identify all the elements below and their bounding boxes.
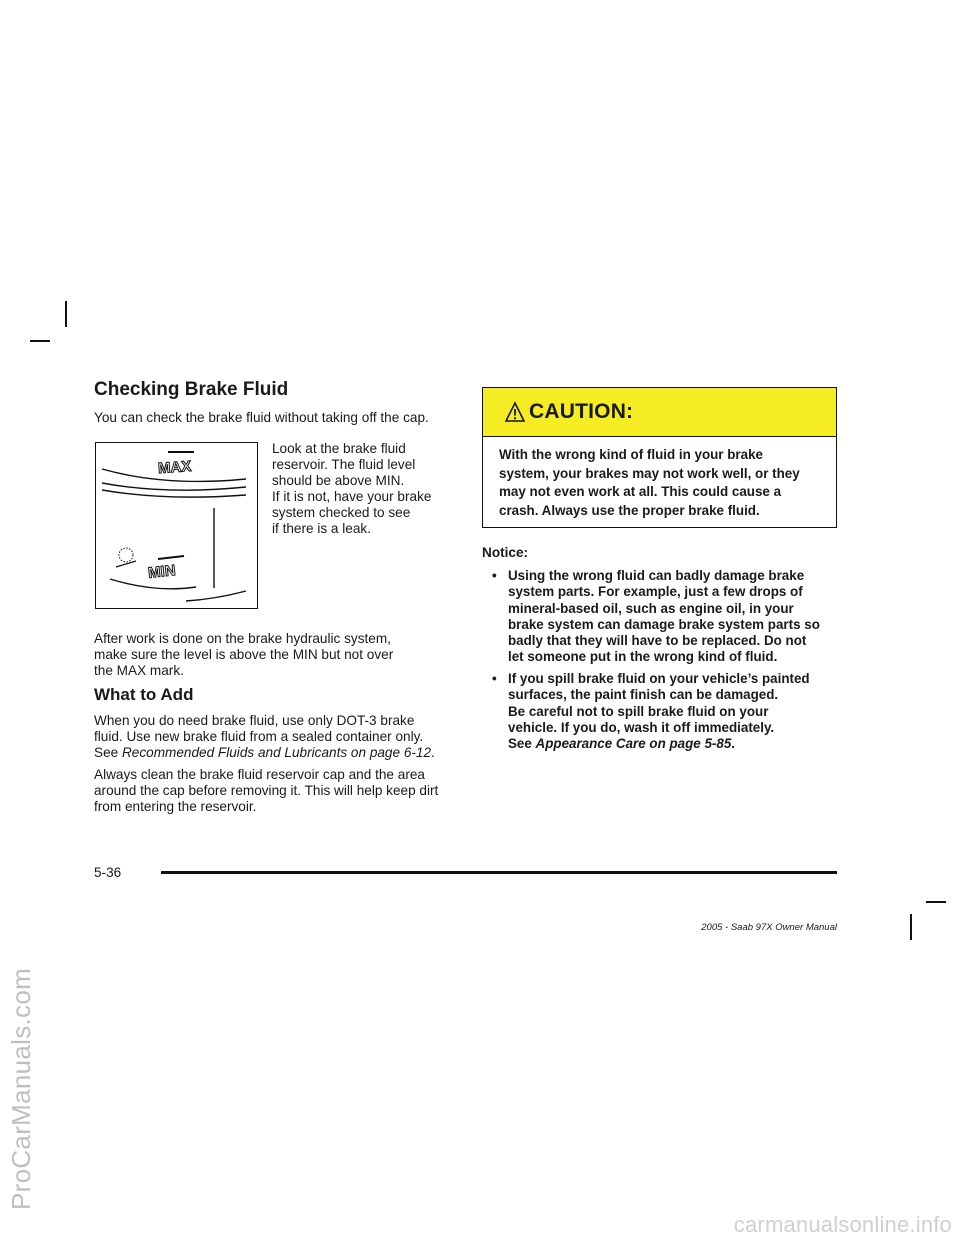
- figure-text-line: Look at the brake fluid: [272, 441, 406, 456]
- cross-reference-link[interactable]: Appearance Care on page 5-85: [535, 736, 732, 752]
- see-text: See: [508, 736, 536, 752]
- text-line: After work is done on the brake hydraulic system,: [94, 631, 391, 646]
- figure-text-line: if there is a leak.: [272, 521, 371, 536]
- text-line: make sure the level is above the MIN but not over: [94, 647, 394, 662]
- footer-rule: [161, 871, 837, 874]
- bullet-line: mineral-based oil, such as engine oil, in your: [508, 600, 794, 616]
- bullet-line: Using the wrong fluid can badly damage brake: [508, 568, 805, 583]
- figure-text-line: reservoir. The fluid level: [272, 457, 416, 472]
- side-watermark: ProCarManuals.com: [6, 967, 36, 1210]
- caution-title: CAUTION:: [529, 400, 634, 423]
- bullet-line: vehicle. If you do, wash it off immediately.: [508, 719, 775, 735]
- caution-line: crash. Always use the proper brake fluid.: [499, 502, 760, 518]
- notice-bullet-wrong-fluid: [492, 568, 820, 666]
- bullet-line: system parts. For example, just a few drops of: [508, 584, 803, 600]
- crop-mark: [910, 914, 912, 940]
- period: .: [431, 745, 435, 760]
- brake-fluid-reservoir-figure: [95, 442, 258, 609]
- caution-box: [482, 387, 837, 528]
- crop-mark: [65, 301, 67, 327]
- reservoir-illustration: [96, 443, 256, 607]
- caution-line: With the wrong kind of fluid in your brake: [499, 447, 763, 462]
- figure-text-line: If it is not, have your brake: [272, 489, 432, 504]
- manual-title: 2005 - Saab 97X Owner Manual: [701, 922, 837, 933]
- site-watermark: carmanualsonline.info: [733, 1212, 952, 1237]
- bullet-dot: •: [492, 671, 497, 686]
- cross-reference-link[interactable]: Recommended Fluids and Lubricants on page 6-12: [121, 745, 432, 760]
- period: .: [731, 736, 736, 752]
- notice-bullet-spill: [492, 671, 810, 752]
- figure-text-line: system checked to see: [272, 505, 411, 520]
- figure-description: [272, 441, 431, 537]
- text-line: the MAX mark.: [94, 663, 184, 678]
- text-line: [94, 745, 435, 761]
- intro-text: You can check the brake fluid without taking off the cap.: [94, 410, 429, 425]
- bullet-line: Be careful not to spill brake fluid on your: [508, 703, 769, 719]
- caution-line: may not even work at all. This could cause a: [499, 484, 782, 499]
- bullet-line: [508, 736, 810, 752]
- crop-mark: [926, 901, 946, 903]
- caution-line: system, your brakes may not work well, or they: [499, 465, 800, 481]
- crop-mark: [30, 340, 50, 342]
- text-line: around the cap before removing it. This will help keep dirt: [94, 783, 439, 798]
- bullet-dot: •: [492, 568, 497, 583]
- what-to-add-title: What to Add: [94, 685, 194, 704]
- after-work-paragraph: [94, 631, 393, 679]
- bullet-line: If you spill brake fluid on your vehicle’s painted: [508, 671, 810, 686]
- text-line: from entering the reservoir.: [94, 799, 257, 814]
- warning-symbol-icon: [119, 548, 133, 562]
- page-number: 5-36: [94, 865, 122, 880]
- text-line: Always clean the brake fluid reservoir cap and the area: [94, 767, 425, 782]
- max-label: MAX: [157, 457, 192, 478]
- what-to-add-paragraph-1: [94, 713, 435, 761]
- see-text: See: [94, 745, 122, 760]
- warning-triangle-icon: [505, 401, 525, 423]
- min-label: MIN: [147, 562, 177, 582]
- bullet-line: surfaces, the paint finish can be damaged.: [508, 687, 779, 703]
- caution-header: [483, 388, 836, 437]
- bullet-line: let someone put in the wrong kind of fluid.: [508, 649, 778, 665]
- figure-text-line: should be above MIN.: [272, 473, 405, 488]
- text-line: When you do need brake fluid, use only DOT-3 brake: [94, 713, 415, 728]
- bullet-line: brake system can damage brake system parts so: [508, 616, 820, 632]
- notice-label: Notice:: [482, 545, 529, 560]
- caution-text: [483, 437, 836, 520]
- bullet-line: badly that they will have to be replaced. Do not: [508, 633, 807, 649]
- section-title: Checking Brake Fluid: [94, 379, 289, 400]
- text-line: fluid. Use new brake fluid from a sealed container only.: [94, 729, 424, 744]
- what-to-add-paragraph-2: [94, 767, 438, 815]
